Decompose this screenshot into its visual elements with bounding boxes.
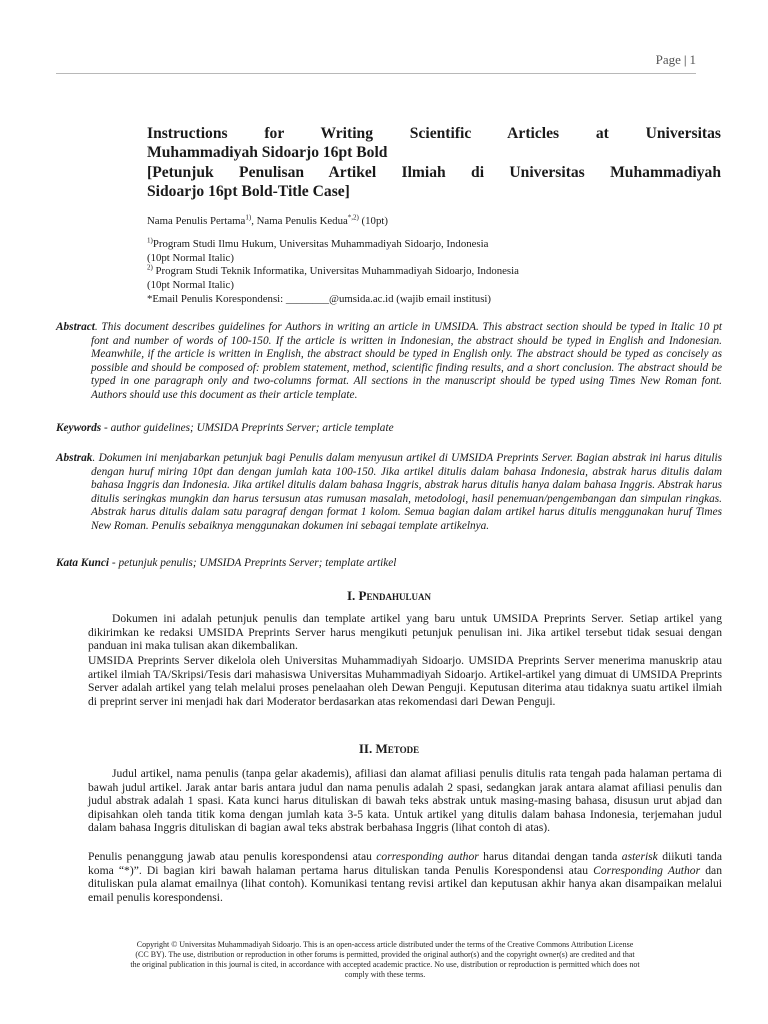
author-2-sup: *,2) [347,213,359,222]
keywords-id [56,557,722,571]
title-line-2: Muhammadiyah Sidoarjo 16pt Bold [147,144,388,161]
abstract-en [56,321,722,403]
author-1: Nama Penulis Pertama [147,215,246,227]
corresponding-email: *Email Penulis Korespondensi: ________@umsida.ac.id (wajib email institusi) [147,293,492,305]
section-1-title: Pendahuluan [358,588,431,603]
page-header [396,52,696,68]
section-1-number: I. [346,588,359,603]
author-2: Nama Penulis Kedua [256,215,348,227]
author-sep: , [251,215,257,227]
section-1-heading [56,588,722,604]
page-separator: | [683,52,687,67]
section-2-number: II. [358,741,376,756]
abstract-id [56,452,722,534]
section-2-paragraph-2 [88,850,722,904]
abstract-id-text: . Dokumen ini menjabarkan petunjuk bagi Penulis dalam menyusun artikel di UMSIDA Preprints Server. Bagian abstrak ini harus ditulis dengan huruf miring 10pt dan dengan jumlah kata 100-150. Jika artikel ditulis dalam bahasa Indonesia, abstrak harus ditulis dalam bahasa Inggris dan Indonesia. Jika artikel ditulis dalam bahasa Inggris, abstrak harus ditulis hanya dalam bahasa Inggris. Abstrak harus ditulis seringkas mungkin dan harus tersusun atas rumusan masalah, metodologi, hasil penemuan/pengembangan dan simpulan ringkas. Abstrak harus ditulis dalam satu paragraf dengan format 1 kolom. Semua bagian dalam artikel harus ditulis menggunakan huruf Times New Roman. Penulis sebaiknya menggunakan dokumen ini sebagai template artikelnya. [91,452,722,532]
author-1-sup: 1) [245,213,252,222]
p2-corresponding-author-2: Corresponding Author [593,863,701,877]
section-2-title: Metode [375,741,420,756]
section-2-heading [56,741,722,757]
affiliation-1 [147,237,721,266]
header-rule [56,73,696,74]
title-line-4: Sidoarjo 16pt Bold-Title Case] [147,183,350,200]
section-2-paragraph-1 [88,767,722,835]
keywords-en-text: - author guidelines; UMSIDA Preprints Server; article template [101,422,394,434]
affiliation-2-sup: 2) [147,263,153,272]
affiliation-2 [147,264,721,293]
title-line-1: Instructions for Writing Scientific Articles at Universitas [147,125,721,142]
p2-b: harus ditandai dengan tanda [478,850,622,863]
section-1-paragraph-1 [88,612,722,653]
keywords-id-text: - petunjuk penulis; UMSIDA Preprints Server; template artikel [109,557,397,569]
abstract-id-label: Abstrak [56,452,93,464]
abstract-en-text: . This document describes guidelines for Authors in writing an article in UMSIDA. This abstract section should be typed in Italic 10 pt font and number of words of 100-150. If the article is written in Indonesian, the abstract should be typed in English and Indonesian. Meanwhile, if the article is written in English, the abstract should be typed in English only. The abstract should be typed as concisely as possible and should be composed of: problem statement, method, scientific finding results, and a short conclusion. The abstract should be typed in one paragraph only and two-columns format. All sections in the manuscript should be typed using Times New Roman font. Authors should use this document as their article template. [91,321,722,401]
title-line-3: [Petunjuk Penulisan Artikel Ilmiah di Universitas Muhammadiyah [147,164,721,181]
affiliation-2-text: Program Studi Teknik Informatika, Universitas Muhammadiyah Sidoarjo, Indonesia [152,265,519,277]
keywords-en-label: Keywords [56,422,102,434]
p2-corresponding-author: corresponding author [376,850,479,863]
abstract-en-label: Abstract [56,321,95,333]
keywords-en [56,422,722,436]
page-label: Page [655,52,681,67]
copyright-footer: Copyright © Universitas Muhammadiyah Sidoarjo. This is an open-access article distributed under the terms of the Creative Commons Attribution License (CC BY). The use, distribution or reproduction in other forums is permitted, provided the original author(s) and the copyright owner(s) are credited and that the original publication in this journal is cited, in accordance with accepted academic practice. No use, distribution or reproduction is permitted which does not comply with these terms. [130,940,640,979]
section-2-paragraph-1-text: Judul artikel, nama penulis (tanpa gelar akademis), afiliasi dan alamat afiliasi penulis ditulis rata tengah pada halaman pertama di bawah judul artikel. Jarak antar baris antara judul dan nama penulis adalah 2 spasi, sedangkan jarak antara alamat afiliasi penulis dan judul abstrak adalah 1 spasi. Kata kunci harus dituliskan di bawah teks abstrak untuk masing-masing bahasa, disusun urut abjad dan dipisahkan oleh tanda titik koma dengan jumlah kata 3-5 kata. Untuk artikel yang ditulis dalam bahasa Indonesia, terjemahan judul dalam bahasa Inggris dituliskan di bagian awal teks abstrak berbahasa Inggris (lihat contoh di atas). [88,767,722,834]
section-1-paragraph-1-text: Dokumen ini adalah petunjuk penulis dan template artikel yang baru untuk UMSIDA Preprints Server. Setiap artikel yang dikirimkan ke redaksi UMSIDA Preprints Server harus mengikuti petunjuk penulisan ini. Jika artikel tersebut tidak sesuai dengan panduan ini maka tulisan akan dikembalikan. [88,612,722,652]
author-line [147,214,721,228]
p2-d: dan dituliskan pula alamat emailnya (lihat contoh). Komunikasi tentang revisi artikel dan keputusan akhir hanya akan disampaikan melalui email penulis korespondensi. [88,863,722,904]
section-1-paragraph-2-text: UMSIDA Preprints Server dikelola oleh Universitas Muhammadiyah Sidoarjo. UMSIDA Preprints Server menerima manuskrip atau artikel ilmiah TA/Skripsi/Tesis dari mahasiswa Universitas Muhammadiyah Sidoarjo. Artikel-artikel yang dimuat di UMSIDA Preprints Server adalah artikel yang telah melalui proses penelaahan oleh Dewan Penguji. Keputusan diterima atau tidaknya suatu artikel ilmiah di preprint server ini menjadi hak dari Moderator berdasarkan atas rekomendasi dari Dewan Penguji. [88,654,722,708]
affiliation-2-note: (10pt Normal Italic) [147,279,234,292]
p2-asterisk: asterisk [621,850,658,863]
p2-a: Penulis penanggung jawab atau penulis korespondensi atau [88,850,377,863]
page-number: 1 [689,52,696,67]
section-1-paragraph-2 [88,654,722,708]
affiliation-1-text: Program Studi Ilmu Hukum, Universitas Muhammadiyah Sidoarjo, Indonesia [152,238,489,250]
p2-c: diikuti tanda koma “*)”. Di bagian kiri bawah halaman pertama harus dituliskan tanda Penulis Korespondensi atau [88,850,722,877]
affiliation-1-sup: 1) [147,236,153,245]
author-size-note: (10pt) [358,215,388,227]
affiliation-1-note: (10pt Normal Italic) [147,252,234,265]
keywords-id-label: Kata Kunci [56,557,110,569]
